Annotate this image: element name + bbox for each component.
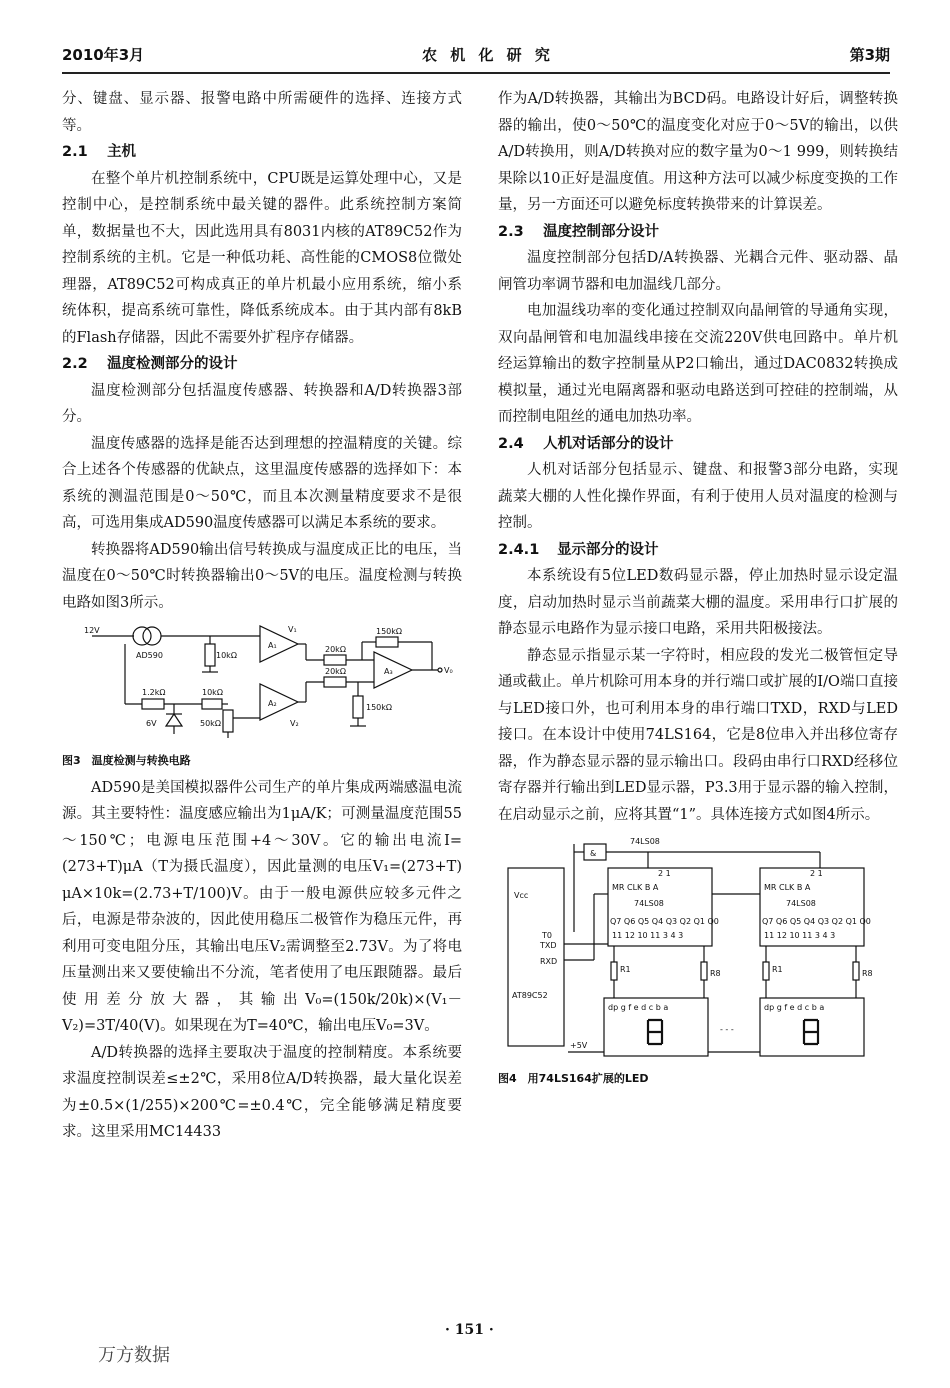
fig4-txd: TXD xyxy=(540,941,557,950)
fig3-label-r20k-b: 20kΩ xyxy=(325,667,346,676)
paragraph: 本系统设有5位LED数码显示器，停止加热时显示设定温度，启动加热时显示当前蔬菜大棚的温度。采用串行口扩展的静态显示电路作为显示接口电路，采用共阳极接法。 xyxy=(498,568,898,637)
figure-3-circuit xyxy=(62,622,462,746)
running-header xyxy=(62,44,890,70)
fig4-chip2-name: 74LS08 xyxy=(786,899,816,908)
fig4-dots: - - - xyxy=(720,1025,734,1034)
fig4-r1-b: R1 xyxy=(772,965,783,974)
header-rule xyxy=(62,72,890,74)
fig3-label-12v: 12V xyxy=(84,626,100,635)
fig4-chip1-name: 74LS08 xyxy=(634,899,664,908)
fig4-gate-symbol: & xyxy=(590,849,597,858)
fig3-label-r12k: 1.2kΩ xyxy=(142,688,166,697)
fig3-label-ad590: AD590 xyxy=(136,651,163,660)
fig3-label-v1: V₁ xyxy=(288,625,297,634)
paragraph: 分、键盘、显示器、报警电路中所需硬件的选择、连接方式等。 xyxy=(62,91,462,134)
fig4-5v: +5V xyxy=(570,1041,588,1050)
fig4-chip1-outs: Q7 Q6 Q5 Q4 Q3 Q2 Q1 Q0 xyxy=(610,917,719,926)
fig4-mcu: AT89C52 xyxy=(512,991,548,1000)
fig4-top-nums-1: 2 1 xyxy=(658,869,671,878)
paragraph: 作为A/D转换器，其输出为BCD码。电路设计好后，调整转换器的输出，使0～50℃的温度变化对应于0～5V的输出，以供A/D转换用，则A/D转换对应的数字量为0～1 999，则转换结果除以10正好是温度值。用这种方法可以减少标度变换的工作量，另一方面还可以避免标度转换带来的计算误差。 xyxy=(498,91,898,213)
fig4-chip1-pins: MR CLK B A xyxy=(612,883,659,892)
issue-number: 第3期 xyxy=(849,46,890,64)
paragraph: 温度检测部分包括温度传感器、转换器和A/D转换器3部分。 xyxy=(62,382,462,425)
page-number: · 151 · xyxy=(445,1322,494,1338)
fig4-r8-b: R8 xyxy=(862,969,873,978)
fig3-label-r10k-b: 10kΩ xyxy=(202,688,223,697)
fig3-label-v2: V₂ xyxy=(290,719,299,728)
left-column xyxy=(62,86,462,1146)
section-heading: 2.2 温度检测部分的设计 xyxy=(62,356,238,372)
fig4-chip2-pins: MR CLK B A xyxy=(764,883,811,892)
paragraph: A/D转换器的选择主要取决于温度的控制精度。本系统要求温度控制误差≤±2℃，采用8位A/D转换器，最大量化误差为±0.5×(1/255)×200℃=±0.4℃，完全能够满足精度要求。这里采用MC14433 xyxy=(62,1044,462,1140)
fig3-label-r10k: 10kΩ xyxy=(216,651,237,660)
fig4-t0: T0 xyxy=(542,931,552,940)
right-column xyxy=(498,86,898,1093)
fig3-label-a3: A₃ xyxy=(384,667,393,676)
journal-title: 农 机 化 研 究 xyxy=(422,46,554,64)
fig4-segs-1: dp g f e d c b a xyxy=(608,1003,669,1012)
section-heading: 2.3 温度控制部分设计 xyxy=(498,223,660,240)
paragraph: 人机对话部分包括显示、键盘、和报警3部分电路，实现蔬菜大棚的人性化操作界面，有利于使用人员对温度的检测与控制。 xyxy=(498,462,898,531)
fig4-vcc: Vcc xyxy=(514,891,529,900)
paragraph: 温度传感器的选择是能否达到理想的控温精度的关键。综合上述各个传感器的优缺点，这里温度传感器的选择如下：本系统的测温范围是0～50℃，而且本次测量精度要求不是很高，可选用集成AD590温度传感器可以满足本系统的要求。 xyxy=(62,435,462,531)
fig4-chip2-nums: 11 12 10 11 3 4 3 xyxy=(764,931,836,940)
issue-date: 2010年3月 xyxy=(62,46,145,64)
fig3-label-vo: V₀ xyxy=(444,666,453,675)
paragraph: 静态显示指显示某一字符时，相应段的发光二极管恒定导通或截止。单片机除可用本身的并行端口或扩展的I/O端口直接与LED接口外，也可利用本身的串行端口TXD，RXD与LED接口。在本设计中使用74LS164，它是8位串入并出移位寄存器，作为静态显示器的显示输出口。段码由串行口RXD经移位寄存器并行输出到LED显示器，P3.3用于显示器的输入控制，在启动显示之前，应将其置“1”。具体连接方式如图4所示。 xyxy=(498,647,898,823)
paragraph: AD590是美国模拟器件公司生产的单片集成两端感温电流源。其主要特性：温度感应输出为1μA/K；可测量温度范围55～150℃；电源电压范围+4～30V。它的输出电流I=(273+T)μA（T为摄氏温度），因此量测的电压V₁=(273+T) μA×10k=(2.73+T/100)V。由于一般电源供应较多元件之后，电源是带杂波的，因此使用稳压二极管作为稳压元件，再利用可变电阻分压，其输出电压V₂需调整至2.73V。为了将电压量测出来又要使输出不分流，笔者使用了电压跟随器。最后使用差分放大器，其输出V₀=(150k/20k)×(V₁－V₂)=3T/40(V)。如果现在为T=40℃，输出电压V₀=3V。 xyxy=(62,779,462,1034)
fig3-label-r150k-b: 150kΩ xyxy=(366,703,393,712)
paragraph: 温度控制部分包括D/A转换器、光耦合元件、驱动器、晶闸管功率调节器和电加温线几部分。 xyxy=(498,250,898,293)
fig4-gate-label: 74LS08 xyxy=(630,837,660,846)
fig3-label-r20k-a: 20kΩ xyxy=(325,645,346,654)
paragraph: 电加温线功率的变化通过控制双向晶闸管的导通角实现，双向晶闸管和电加温线串接在交流220V供电回路中。单片机经运算输出的数字控制量从P2口输出，通过DAC0832转换成模拟量，通过光电隔离器和驱动电路送到可控硅的控制端，从而控制电阻丝的通电加热功率。 xyxy=(498,303,898,425)
watermark: 万方数据 xyxy=(98,1345,170,1366)
fig4-chip1-nums: 11 12 10 11 3 4 3 xyxy=(612,931,684,940)
fig4-top-nums-2: 2 1 xyxy=(810,869,823,878)
fig4-r1-a: R1 xyxy=(620,965,631,974)
fig3-label-r150k-a: 150kΩ xyxy=(376,627,403,636)
fig3-label-a2: A₂ xyxy=(268,699,277,708)
section-heading: 2.1 主机 xyxy=(62,144,137,160)
paragraph: 转换器将AD590输出信号转换成与温度成正比的电压，当温度在0～50℃时转换器输出0～5V的电压。温度检测与转换电路如图3所示。 xyxy=(62,541,462,611)
figure-4-caption: 图4 用74LS164扩展的LED xyxy=(498,1072,649,1085)
paragraph: 在整个单片机控制系统中，CPU既是运算处理中心，又是控制中心，是控制系统中最关键的器件。此系统控制方案简单，数据量也不大，因此选用具有8031内核的AT89C52作为控制系统的主机。它是一种低功耗、高性能的CMOS8位微处理器，AT89C52可构成真正的单片机最小应用系统，缩小系统体积，提高系统可靠性，降低系统成本。由于其内部有8kB的Flash存储器，因此不需要外扩程序存储器。 xyxy=(62,170,462,346)
section-heading: 2.4.1 显示部分的设计 xyxy=(498,541,659,558)
fig3-label-r50k: 50kΩ xyxy=(200,719,221,728)
fig3-label-a1: A₁ xyxy=(268,641,277,650)
fig4-r8-a: R8 xyxy=(710,969,721,978)
figure-4-circuit xyxy=(498,834,898,1064)
fig4-chip2-outs: Q7 Q6 Q5 Q4 Q3 Q2 Q1 Q0 xyxy=(762,917,871,926)
figure-3-caption: 图3 温度检测与转换电路 xyxy=(62,754,191,767)
fig4-segs-2: dp g f e d c b a xyxy=(764,1003,825,1012)
fig3-label-6v: 6V xyxy=(146,719,157,728)
fig4-rxd: RXD xyxy=(540,957,558,966)
section-heading: 2.4 人机对话部分的设计 xyxy=(498,435,674,452)
